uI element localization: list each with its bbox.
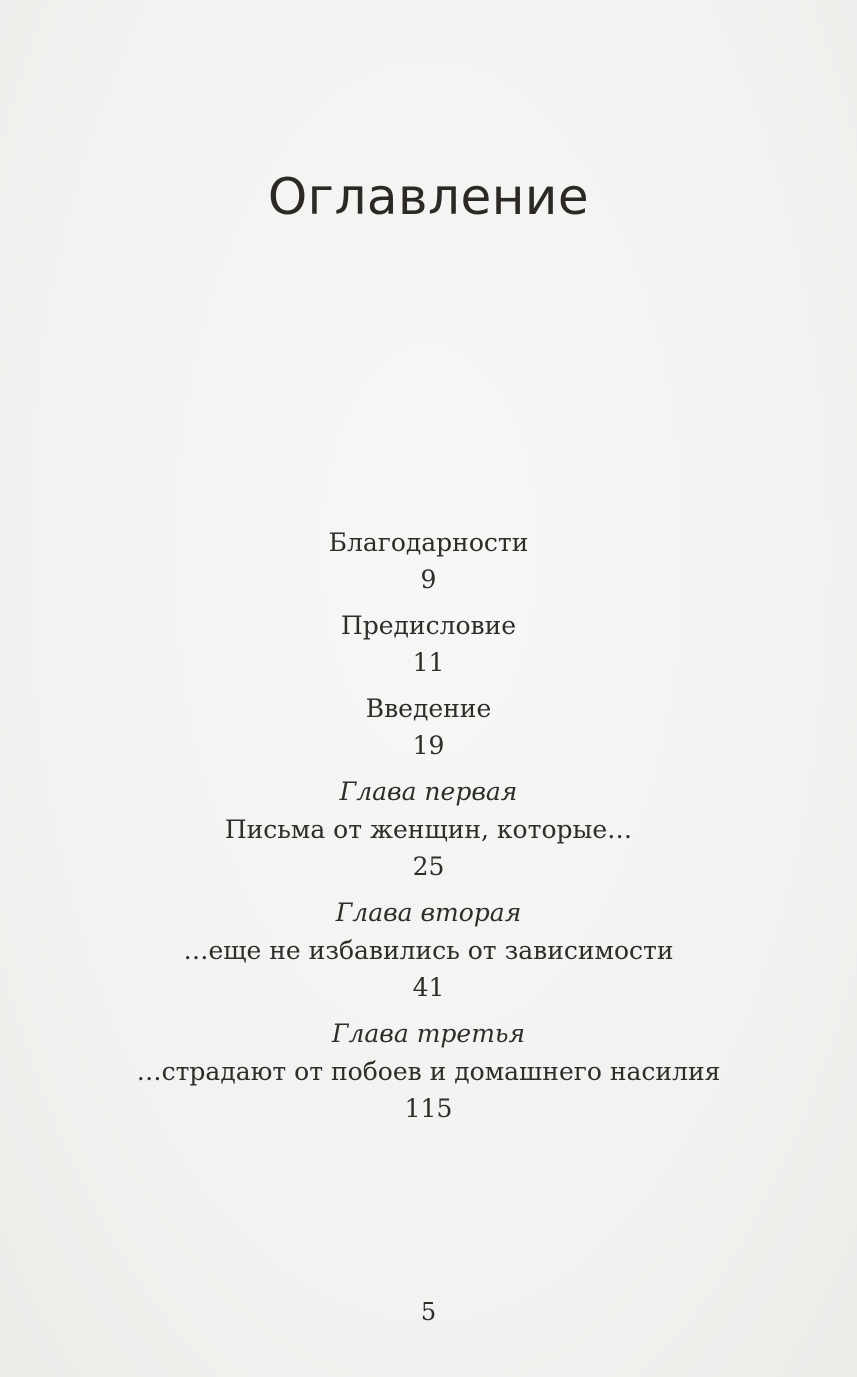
toc-entry-chapter-two bbox=[0, 894, 857, 1006]
toc-entry-page-number: 25 bbox=[412, 852, 445, 881]
toc-entry-label: Предисловие bbox=[340, 611, 517, 640]
toc-entry-label: …страдают от побоев и домашнего насилия bbox=[136, 1057, 721, 1086]
toc-entry-page-number: 41 bbox=[412, 973, 445, 1002]
toc-entry-page-number: 11 bbox=[412, 648, 445, 677]
toc-entry-chapter-heading: Глава первая bbox=[339, 777, 518, 806]
toc-entry-chapter-three bbox=[0, 1015, 857, 1127]
toc-entry-chapter-heading: Глава вторая bbox=[335, 898, 522, 927]
page-title: Оглавление bbox=[267, 168, 590, 226]
toc-entry-page-number: 19 bbox=[412, 731, 445, 760]
page-folio-number: 5 bbox=[420, 1298, 437, 1326]
toc-entry-acknowledgements bbox=[0, 524, 857, 598]
toc-entry-chapter-heading: Глава третья bbox=[331, 1019, 526, 1048]
toc-entry-label: …еще не избавились от зависимости bbox=[183, 936, 674, 965]
toc-entry-preface bbox=[0, 607, 857, 681]
toc-entry-page-number: 115 bbox=[404, 1094, 453, 1123]
toc-entry-label: Введение bbox=[365, 694, 492, 723]
toc-entry-label: Благодарности bbox=[328, 528, 529, 557]
toc-entry-label: Письма от женщин, которые… bbox=[224, 815, 633, 844]
toc-entry-chapter-one bbox=[0, 773, 857, 885]
toc-entry-page-number: 9 bbox=[420, 565, 437, 594]
toc-entry-introduction bbox=[0, 690, 857, 764]
table-of-contents bbox=[0, 524, 857, 1136]
